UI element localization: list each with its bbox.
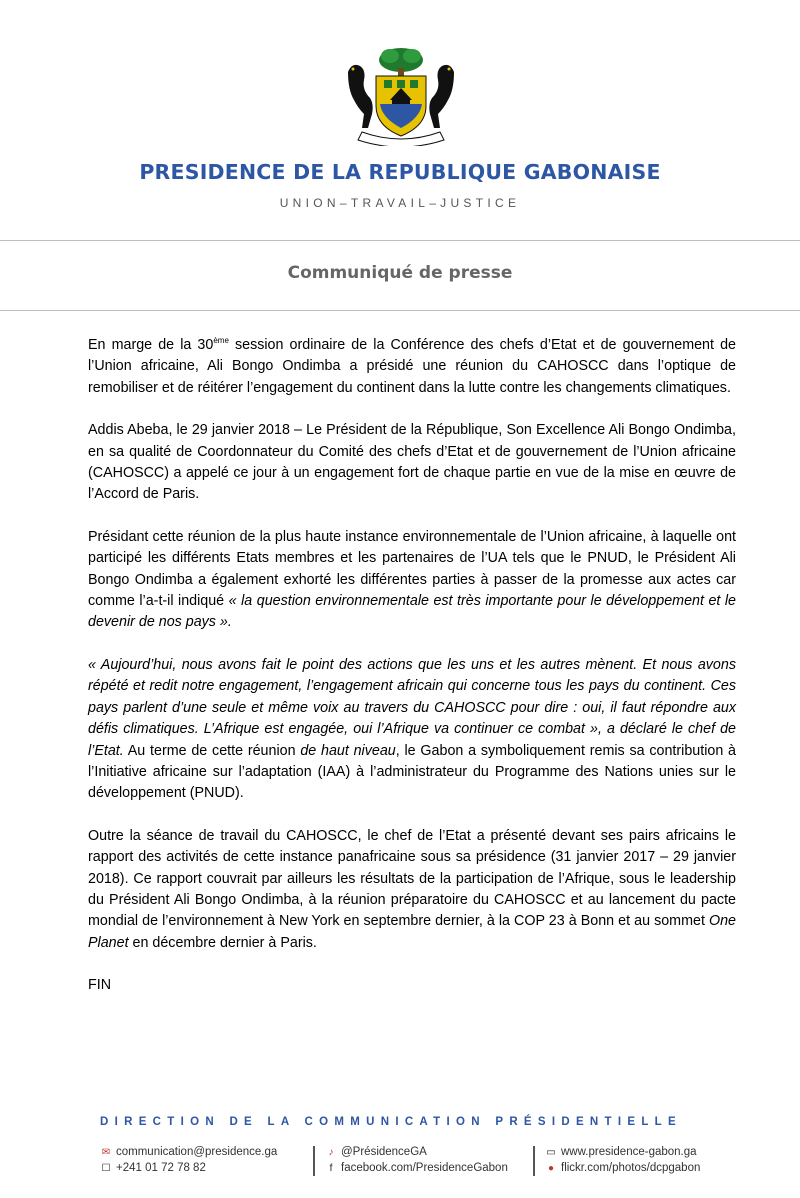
motto: UNION–TRAVAIL–JUSTICE [279,196,521,210]
end-marker: FIN [88,977,112,994]
footer-web-column [545,1144,700,1176]
paragraph-3-text-b: , le Gabon a symboliquement remis sa contribution à l’Initiative africaine sur l’adaptation (IAA) à l’administrateur du Programme des Nations unies sur le développement (PNUD). [88,742,737,802]
footer-facebook-line [325,1160,508,1176]
paragraph-4-text-b: en décembre dernier à Paris. [128,934,317,951]
facebook-icon: f [329,1162,333,1174]
paragraph-3-italic: de haut niveau [300,742,396,759]
lead-paragraph [88,335,736,399]
footer-flickr[interactable]: flickr.com/photos/dcpgabon [561,1162,701,1174]
paragraph-4 [88,826,736,954]
lead-text-a: En marge de la 30 [88,337,214,353]
footer-contact-column [100,1144,277,1176]
footer-website-line [545,1144,700,1160]
footer-twitter[interactable]: @PrésidenceGA [341,1146,427,1158]
footer-separator [533,1146,535,1176]
paragraph-2 [88,527,736,634]
press-release-banner [0,240,800,311]
footer-flickr-line [545,1160,700,1176]
footer-social-column [325,1144,508,1176]
footer-contacts [100,1144,740,1178]
paragraph-3 [88,655,736,805]
footer-twitter-line [325,1144,508,1160]
paragraph-1-text: Le Président de la République, Son Excellence Ali Bongo Ondimba, en sa qualité de Coordonnateur du Comité des chefs d’Etat et de gouvernement de l’Union africaine (CAHOSCC) a appelé ce jour à un engagement fort de chaque partie en vue de la mise en œuvre de l’Accord de Paris. [88,422,736,503]
footer-email[interactable]: communication@presidence.ga [116,1146,278,1158]
monitor-icon: ▭ [546,1146,556,1158]
flickr-icon: ● [547,1162,555,1174]
page-title: PRESIDENCE DE LA REPUBLIQUE GABONAISE [139,160,661,184]
paragraph-3-quote: « Aujourd’hui, nous avons fait le point des actions que les uns et les autres mènent. Et nous avons répété et redit notre engagement, l’engagement africain qui concerne tous les pays du continent. Ces pays parlent d’une seule et même voix au travers du CAHOSCC pour dire : oui, il faut répondre aux défis climatiques. L’Afrique est engagée, oui l’Afrique va continuer ce combat », a déclaré le chef de l’Etat. [88,656,736,759]
dateline: Addis Abeba, le 29 janvier 2018 – [88,422,302,439]
paragraph-2-text: Présidant cette réunion de la plus haute instance environnementale de l’Union africaine, à laquelle ont participé les différents Etats membres et les partenaires de l’UA tels que le PNUD, le Président Ali Bongo Ondimba a également exhorté les différentes parties à passer de la promesse aux actes car comme l’a-t-il indiqué [88,528,736,610]
banner-title: Communiqué de presse [287,263,513,283]
paragraph-2-quote: « la question environnementale est très importante pour le développement et le devenir de nos pays ». [88,593,737,631]
phone-icon: ☐ [101,1162,111,1174]
footer-phone[interactable]: +241 01 72 78 82 [116,1162,206,1174]
footer-title: DIRECTION DE LA COMMUNICATION PRÉSIDENTIELLE [100,1116,682,1128]
coat-of-arms-emblem [340,42,462,146]
paragraph-1 [88,420,736,506]
press-release-body [88,335,736,1018]
paragraph-4-italic: One Planet [88,913,736,951]
footer-email-line [100,1144,277,1160]
email-icon: ✉ [101,1146,111,1158]
footer-phone-line [100,1160,277,1176]
lead-text-b: session ordinaire de la Conférence des chefs d’Etat et de gouvernement de l’Union africaine, Ali Bongo Ondimba a présidé une réunion du CAHOSCC dans l’optique de remobiliser et de réitérer l’engagement du continent dans la lutte contre les changements climatiques. [88,337,736,396]
footer-website[interactable]: www.presidence-gabon.ga [561,1146,697,1158]
paragraph-4-text-a: Outre la séance de travail du CAHOSCC, le chef de l’Etat a présenté devant ses pairs africains le rapport des activités de cette instance panafricaine sous sa présidence (31 janvier 2017 – 29 janvier 2018). Ce rapport couvrait par ailleurs les résultats de la participation de l’Afrique, sous le leadership du Président Ali Bongo Ondimba, à la réunion préparatoire du CAHOSCC et au lancement du pacte mondial de l’environnement à New York en septembre dernier, à la COP 23 à Bonn et au sommet [88,827,736,930]
lead-ordinal: ème [213,336,229,346]
twitter-icon: ♪ [328,1146,334,1158]
footer-separator [313,1146,315,1176]
footer-facebook[interactable]: facebook.com/PresidenceGabon [341,1162,508,1174]
paragraph-3-text-a: Au terme de cette réunion [123,742,301,759]
